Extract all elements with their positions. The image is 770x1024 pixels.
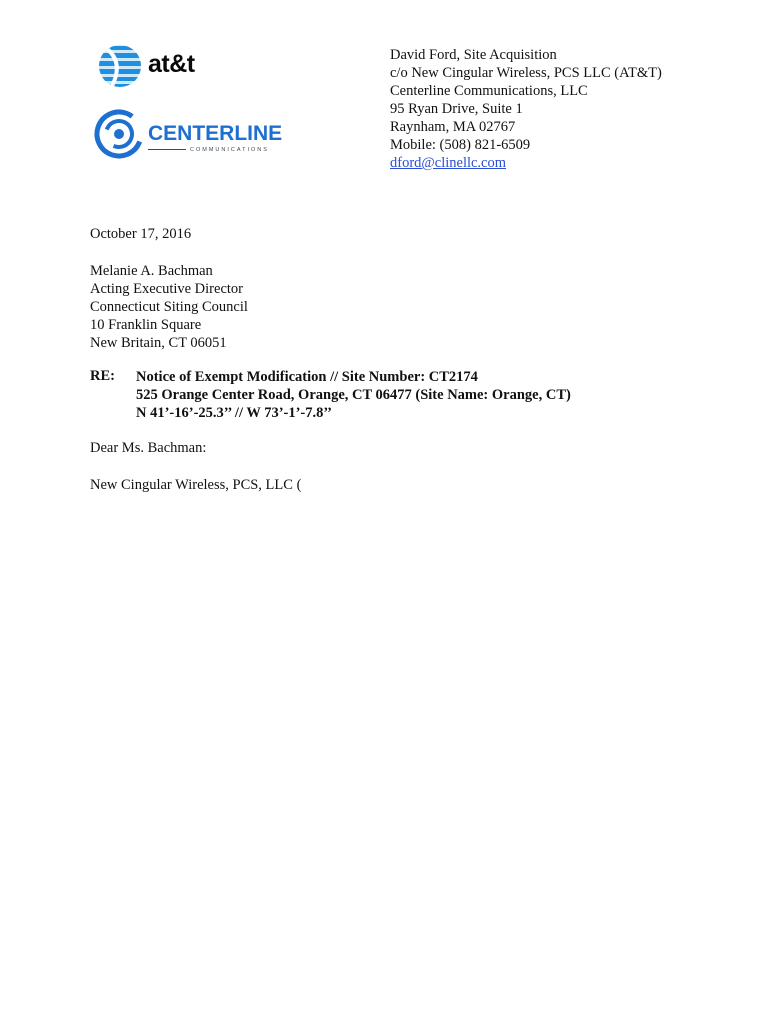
re-line: N 41’-16’-25.3’’ // W 73’-1’-7.8’’ bbox=[136, 405, 332, 421]
re-subject bbox=[136, 368, 571, 422]
centerline-subtitle: COMMUNICATIONS bbox=[190, 147, 269, 153]
sender-line: c/o New Cingular Wireless, PCS LLC (AT&T) bbox=[390, 65, 662, 81]
recipient-title: Acting Executive Director bbox=[90, 281, 243, 297]
re-line: Notice of Exempt Modification // Site Number: CT2174 bbox=[136, 369, 478, 385]
sender-line: David Ford, Site Acquisition bbox=[390, 47, 557, 63]
sender-line: Raynham, MA 02767 bbox=[390, 119, 516, 135]
sender-email-link[interactable]: dford@clinellc.com bbox=[390, 155, 507, 171]
re-line: 525 Orange Center Road, Orange, CT 06477 (Site Name: Orange, CT) bbox=[136, 387, 571, 403]
salutation: Dear Ms. Bachman: bbox=[90, 440, 207, 456]
sender-line: 95 Ryan Drive, Suite 1 bbox=[390, 101, 523, 117]
recipient-block bbox=[90, 262, 248, 352]
recipient-org: Connecticut Siting Council bbox=[90, 299, 248, 315]
centerline-divider bbox=[148, 149, 186, 150]
recipient-street: 10 Franklin Square bbox=[90, 317, 202, 333]
centerline-target-icon bbox=[92, 106, 146, 160]
recipient-name: Melanie A. Bachman bbox=[90, 263, 213, 279]
att-logo bbox=[98, 42, 208, 92]
centerline-logo bbox=[92, 106, 283, 160]
sender-block bbox=[390, 46, 662, 172]
centerline-wordmark: CENTERLINE bbox=[148, 122, 283, 145]
sender-line: Centerline Communications, LLC bbox=[390, 83, 588, 99]
recipient-city: New Britain, CT 06051 bbox=[90, 335, 227, 351]
att-wordmark: at&t bbox=[148, 50, 195, 78]
re-label: RE: bbox=[90, 368, 115, 384]
letter-date: October 17, 2016 bbox=[90, 226, 192, 242]
sender-line: Mobile: (508) 821-6509 bbox=[390, 137, 531, 153]
body-paragraph: New Cingular Wireless, PCS, LLC ( bbox=[90, 477, 302, 493]
att-globe-icon bbox=[98, 42, 142, 90]
